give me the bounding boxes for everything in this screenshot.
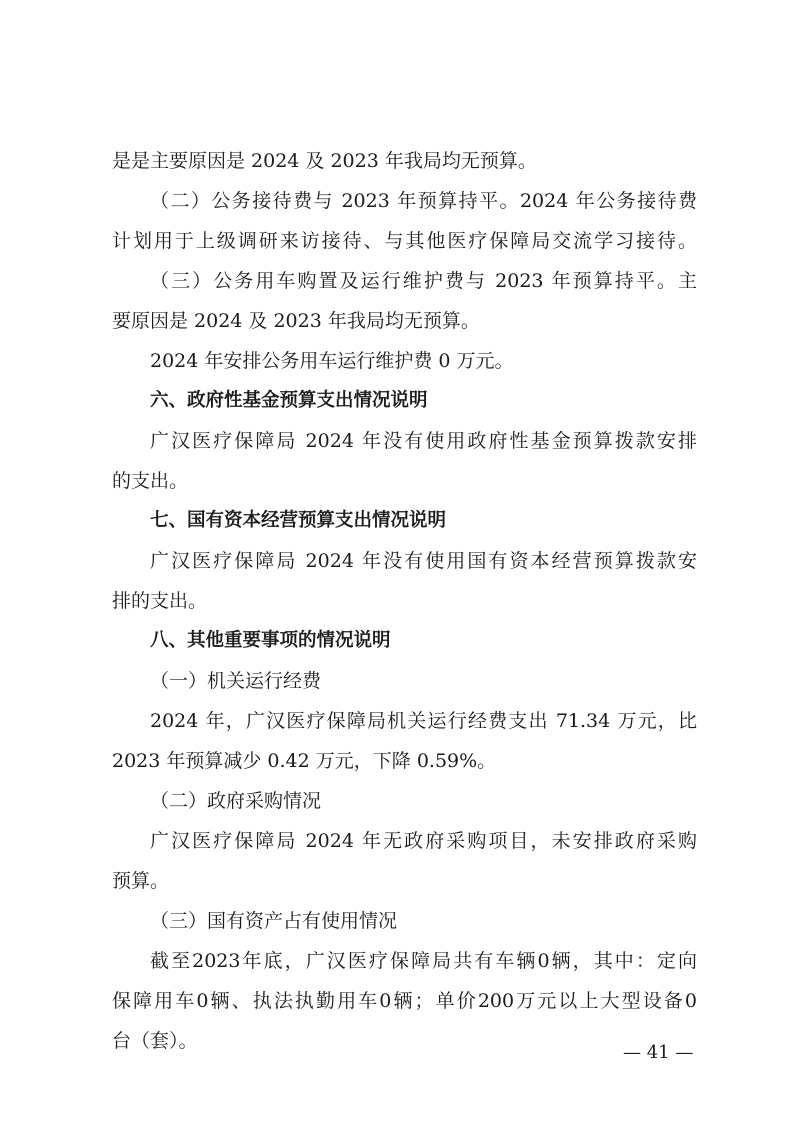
paragraph-line: 保障用车0辆、执法执勤用车0辆；单价200万元以上大型设备0 <box>112 990 697 1012</box>
section-heading: 七、国有资本经营预算支出情况说明 <box>150 510 447 531</box>
paragraph-line: 2024 年安排公务用车运行维护费 0 万元。 <box>150 350 514 372</box>
paragraph-line: 截至2023年底，广汉医疗保障局共有车辆0辆，其中：定向 <box>150 950 697 972</box>
paragraph-line: 台（套）。 <box>112 1030 198 1052</box>
paragraph-line: 的支出。 <box>112 470 189 492</box>
paragraph-line: （二）公务接待费与 2023 年预算持平。2024 年公务接待费 <box>150 190 697 212</box>
subsection-heading: （一）机关运行经费 <box>150 670 322 692</box>
section-heading: 八、其他重要事项的情况说明 <box>150 630 391 651</box>
page-number: — 41 — <box>623 1042 694 1063</box>
paragraph-line: 排的支出。 <box>112 590 208 612</box>
paragraph-line: 要原因是 2024 及 2023 年我局均无预算。 <box>112 310 480 332</box>
section-heading: 六、政府性基金预算支出情况说明 <box>150 390 428 411</box>
paragraph-line: 2024 年，广汉医疗保障局机关运行经费支出 71.34 万元，比 <box>150 710 697 732</box>
paragraph-line: 广汉医疗保障局 2024 年没有使用国有资本经营预算拨款安 <box>150 550 697 572</box>
paragraph-line: 是是主要原因是 2024 及 2023 年我局均无预算。 <box>112 150 537 172</box>
subsection-heading: （二）政府采购情况 <box>150 790 322 812</box>
paragraph-line: 2023 年预算减少 0.42 万元，下降 0.59%。 <box>112 750 497 772</box>
paragraph-line: 预算。 <box>112 870 170 892</box>
paragraph-line: 广汉医疗保障局 2024 年没有使用政府性基金预算拨款安排 <box>150 430 697 452</box>
paragraph-line: 广汉医疗保障局 2024 年无政府采购项目，未安排政府采购 <box>150 830 697 852</box>
paragraph-line: 计划用于上级调研来访接待、与其他医疗保障局交流学习接待。 <box>112 230 697 252</box>
subsection-heading: （三）国有资产占有使用情况 <box>150 910 398 932</box>
paragraph-line: （三）公务用车购置及运行维护费与 2023 年预算持平。主 <box>150 270 697 292</box>
